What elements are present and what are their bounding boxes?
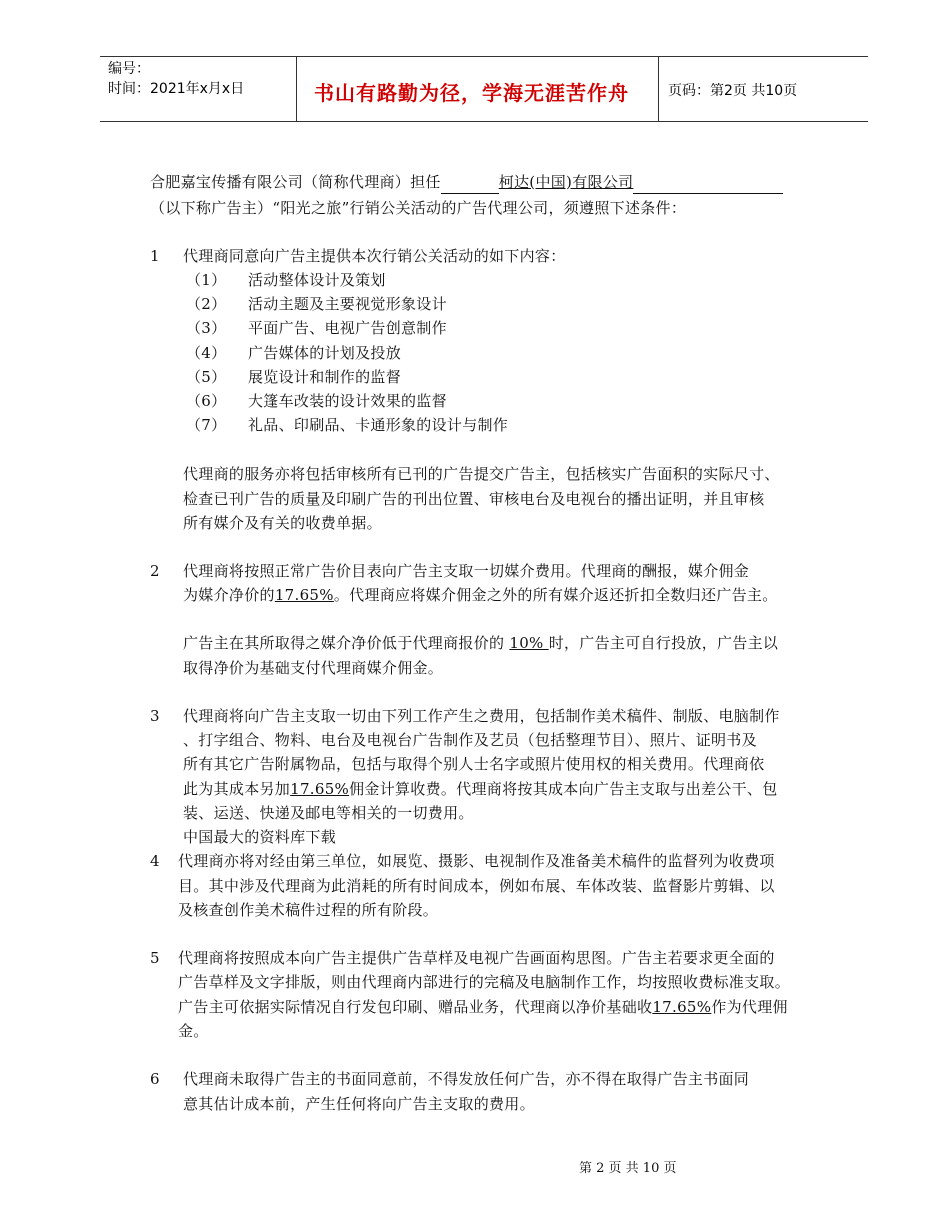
section5-line3-suffix: 作为代理佣	[711, 998, 788, 1016]
section2-p2-line2: 取得净价为基础支付代理商媒介佣金。	[183, 659, 444, 677]
page-label: 页码：第2页 共10页	[668, 83, 798, 99]
section3-line4-prefix: 此为其成本另加	[183, 780, 291, 798]
section1-para-line: 代理商的服务亦将包括审核所有已刊的广告提交广告主，包括核实广告面积的实际尺寸、	[183, 465, 780, 483]
section2-p2-line1	[183, 631, 778, 655]
item-label: （1）	[186, 271, 227, 289]
item-text: 展览设计和制作的监督	[248, 368, 402, 386]
section4-line: 代理商亦将对经由第三单位，如展览、摄影、电视制作及准备美术稿件的监督列为收费项	[178, 852, 775, 870]
header-divider-left	[296, 56, 297, 121]
section2-line2-prefix: 为媒介净价的	[183, 586, 275, 604]
header-divider-right	[658, 56, 659, 121]
intro-prefix: 合肥嘉宝传播有限公司（简称代理商）担任	[150, 173, 441, 191]
section-number: 3	[150, 707, 160, 725]
intro-line1	[150, 170, 783, 194]
section3-line4-suffix: 佣金计算收费。代理商将按其成本向广告主支取与出差公干、包	[349, 780, 778, 798]
section3-line: 、打字组合、物料、电台及电视台广告制作及艺员（包括整理节目）、照片、证明书及	[183, 731, 757, 749]
section3-line: 所有其它广告附属物品，包括与取得个别人士名字或照片使用权的相关费用。代理商依	[183, 755, 765, 773]
section5-line: 广告草样及文字排版，则由代理商内部进行的完稿及电脑制作工作，均按照收费标准支取。	[178, 973, 791, 991]
rate-value: 17.65%	[652, 998, 712, 1016]
section2-p2-suffix: 时，广告主可自行投放，广告主以	[548, 634, 779, 652]
item-label: （6）	[186, 392, 227, 410]
section5-line: 金。	[178, 1022, 209, 1040]
footer-page-number: 第 2 页 共 10 页	[579, 1161, 677, 1176]
item-text: 广告媒体的计划及投放	[248, 344, 402, 362]
section4-line: 及核查创作美术稿件过程的所有阶段。	[178, 901, 439, 919]
section3-line: 装、运送、快递及邮电等相关的一切费用。	[183, 804, 474, 822]
section-number: 5	[150, 949, 160, 967]
section3-note: 中国最大的资料库下载	[183, 828, 337, 846]
section2-p2-prefix: 广告主在其所取得之媒介净价低于代理商报价的	[183, 634, 510, 652]
item-text: 平面广告、电视广告创意制作	[248, 319, 447, 337]
section6-line: 代理商未取得广告主的书面同意前，不得发放任何广告，亦不得在取得广告主书面同	[183, 1070, 750, 1088]
section-number: 6	[150, 1070, 160, 1088]
section2-line2	[183, 583, 778, 607]
blank-underline	[441, 175, 499, 194]
header-motto: 书山有路勤为径，学海无涯苦作舟	[314, 81, 629, 105]
item-text: 活动整体设计及策划	[248, 271, 386, 289]
item-text: 大篷车改装的设计效果的监督	[248, 392, 447, 410]
item-label: （7）	[186, 416, 227, 434]
commission-value: 17.65%	[274, 586, 334, 604]
item-text: 活动主题及主要视觉形象设计	[248, 295, 447, 313]
section5-line3	[178, 995, 788, 1019]
section4-line: 目。其中涉及代理商为此消耗的所有时间成本，例如布展、车体改装、监督影片剪辑、以	[178, 877, 775, 895]
section-number: 1	[150, 247, 160, 265]
item-label: （5）	[186, 368, 227, 386]
section3-line: 代理商将向广告主支取一切由下列工作产生之费用，包括制作美术稿件、制版、电脑制作	[183, 707, 780, 725]
section6-line: 意其估计成本前，产生任何将向广告主支取的费用。	[183, 1095, 535, 1113]
blank-underline	[633, 175, 783, 194]
section2-line2-suffix: 。代理商应将媒介佣金之外的所有媒介返还折扣全数归还广告主。	[333, 586, 778, 604]
section5-line: 代理商将按照成本向广告主提供广告草样及电视广告画面构思图。广告主若要求更全面的	[178, 949, 775, 967]
section1-para-line: 所有媒介及有关的收费单据。	[183, 514, 382, 532]
client-name: 柯达(中国)有限公司	[498, 173, 634, 191]
surcharge-value: 17.65%	[290, 780, 350, 798]
section1-heading: 代理商同意向广告主提供本次行销公关活动的如下内容：	[183, 247, 566, 265]
item-label: （3）	[186, 319, 227, 337]
section2-line1: 代理商将按照正常广告价目表向广告主支取一切媒介费用。代理商的酬报，媒介佣金	[183, 562, 750, 580]
section3-line4	[183, 777, 778, 801]
section5-line3-prefix: 广告主可依据实际情况自行发包印刷、赠品业务，代理商以净价基础收	[178, 998, 653, 1016]
section-number: 4	[150, 852, 160, 870]
time-label: 时间：2021年x月x日	[108, 81, 245, 97]
threshold-value: 10%	[509, 634, 549, 652]
header-bottom-border	[100, 121, 868, 122]
item-label: （4）	[186, 344, 227, 362]
item-label: （2）	[186, 295, 227, 313]
header-top-border	[100, 56, 868, 57]
item-text: 礼品、印刷品、卡通形象的设计与制作	[248, 416, 509, 434]
section1-para-line: 检查已刊广告的质量及印刷广告的刊出位置、审核电台及电视台的播出证明，并且审核	[183, 490, 765, 508]
serial-label: 编号：	[108, 61, 150, 77]
section-number: 2	[150, 562, 160, 580]
intro-line2: （以下称广告主）“阳光之旅”行销公关活动的广告代理公司，须遵照下述条件：	[150, 199, 687, 217]
